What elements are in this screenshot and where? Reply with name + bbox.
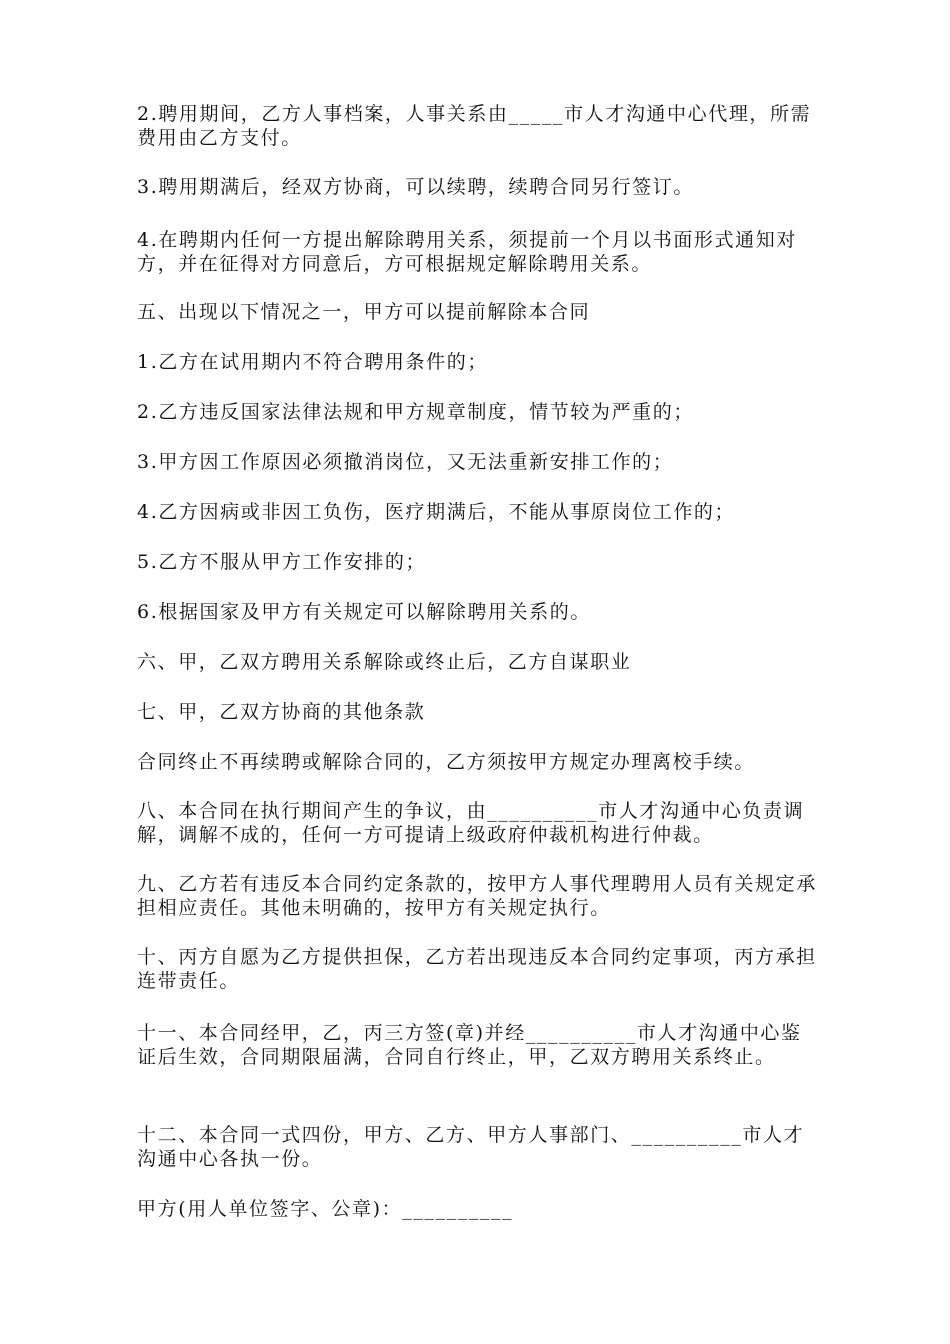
section-7-heading: 七、甲，乙双方协商的其他条款 xyxy=(137,701,426,723)
section-10-guarantee: 十、丙方自愿为乙方提供担保，乙方若出现违反本合同约定事项，丙方承担连带责任。 xyxy=(137,946,817,992)
clause-4-termination-notice: 4.在聘期内任何一方提出解除聘用关系，须提前一个月以书面形式通知对方，并在征得对方同意后，方可根据规定解除聘用关系。 xyxy=(137,229,797,275)
list-item-4: 4.乙方因病或非因工负伤，医疗期满后，不能从事原岗位工作的； xyxy=(137,501,736,523)
section-7-body: 合同终止不再续聘或解除合同的，乙方须按甲方规定办理离校手续。 xyxy=(137,751,756,773)
list-item-1: 1.乙方在试用期内不符合聘用条件的； xyxy=(137,351,488,373)
section-5-heading: 五、出现以下情况之一，甲方可以提前解除本合同 xyxy=(137,301,591,323)
party-a-signature-line: 甲方(用人单位签字、公章)：__________ xyxy=(137,1198,514,1220)
section-8-dispute: 八、本合同在执行期间产生的争议，由__________市人才沟通中心负责调解，调解不成的，任何一方可提请上级政府仲裁机构进行仲裁。 xyxy=(137,800,805,846)
clause-3-renewal: 3.聘用期满后，经双方协商，可以续聘，续聘合同另行签订。 xyxy=(137,176,694,198)
section-12-copies: 十二、本合同一式四份，甲方、乙方、甲方人事部门、__________市人才沟通中心各执一份。 xyxy=(137,1124,805,1170)
list-item-6: 6.根据国家及甲方有关规定可以解除聘用关系的。 xyxy=(137,601,591,623)
clause-2-personnel-file: 2.聘用期间，乙方人事档案，人事关系由_____市人才沟通中心代理，所需费用由乙方支付。 xyxy=(137,103,812,149)
list-item-3: 3.甲方因工作原因必须撤消岗位，又无法重新安排工作的； xyxy=(137,451,674,473)
section-6-heading: 六、甲，乙双方聘用关系解除或终止后，乙方自谋职业 xyxy=(137,651,632,673)
list-item-2: 2.乙方违反国家法律法规和甲方规章制度，情节较为严重的； xyxy=(137,401,694,423)
section-11-effective: 十一、本合同经甲，乙，丙三方签(章)并经__________市人才沟通中心鉴证后生效，合同期限届满，合同自行终止，甲，乙双方聘用关系终止。 xyxy=(137,1022,802,1068)
list-item-5: 5.乙方不服从甲方工作安排的； xyxy=(137,551,427,573)
section-9-liability: 九、乙方若有违反本合同约定条款的，按甲方人事代理聘用人员有关规定承担相应责任。其他未明确的，按甲方有关规定执行。 xyxy=(137,873,817,919)
